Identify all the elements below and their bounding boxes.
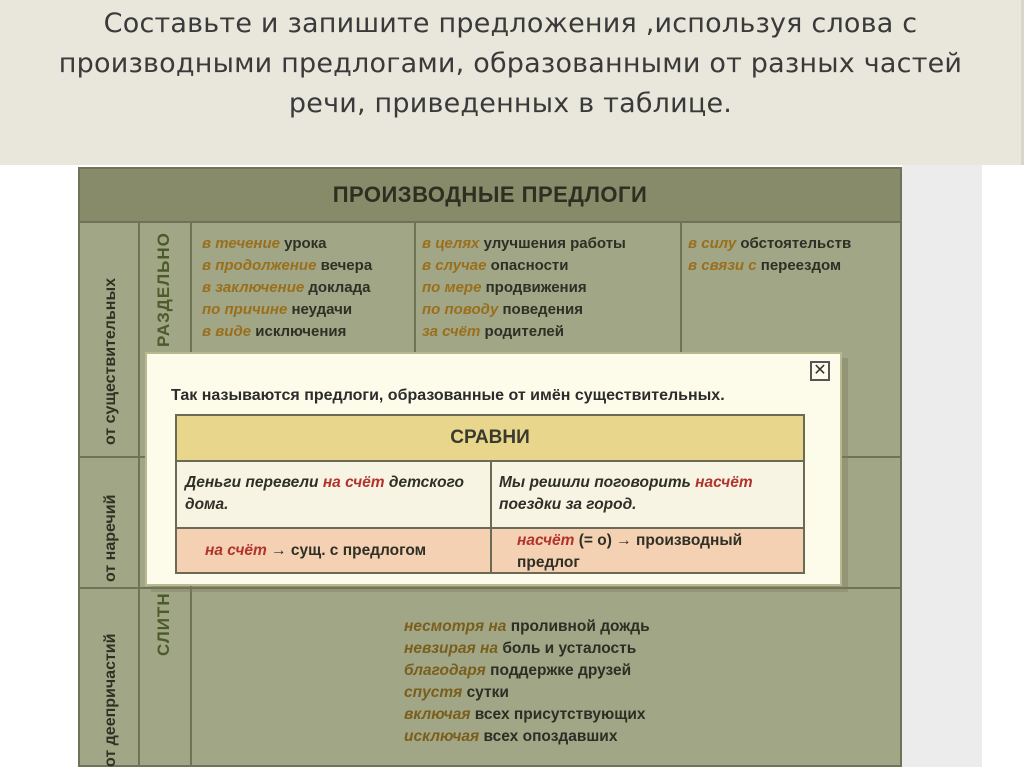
compare-title: СРАВНИ <box>177 416 803 462</box>
compare-table <box>175 414 805 574</box>
nouns-column-1 <box>202 233 372 343</box>
table-title: ПРОИЗВОДНЫЕ ПРЕДЛОГИ <box>80 169 900 221</box>
example-line: в силу обстоятельств <box>688 235 852 252</box>
example-line: в связи с переездом <box>688 257 842 274</box>
writing-separate-label: РАЗДЕЛЬНО <box>154 232 173 347</box>
right-margin <box>902 165 982 767</box>
example-line: в целях улучшения работы <box>422 235 626 252</box>
example-line: по мере продвижения <box>422 279 587 296</box>
compare-note-2: насчёт (= о) → производный предлог <box>517 532 743 571</box>
example-line: несмотря на проливной дождь <box>404 618 650 635</box>
slide-title: Составьте и запишите предложения ,используя слова с производными предлогами, образованными от разных частей речи, приведенных в таблице. <box>58 8 963 119</box>
divider-row-labels <box>138 221 140 767</box>
example-line: включая всех присутствующих <box>404 706 646 723</box>
example-line: благодаря поддержке друзей <box>404 662 632 679</box>
row-label-adverbs: от наречий <box>102 494 119 582</box>
divider-col3 <box>680 221 682 354</box>
example-line: в продолжение вечера <box>202 257 373 274</box>
compare-example-1: Деньги перевели на счёт детского дома. <box>185 474 464 513</box>
gerunds-list <box>404 616 650 748</box>
compare-divider <box>490 462 492 572</box>
close-icon[interactable]: ✕ <box>810 361 830 381</box>
row-label-gerunds: от деепричастий <box>102 633 119 767</box>
divider-header <box>80 221 900 223</box>
divider-col2 <box>414 221 416 354</box>
popup-description: Так называются предлоги, образованные от имён существительных. <box>171 387 725 404</box>
slide-header <box>0 0 1024 165</box>
divider-adverbs-gerunds <box>80 587 900 589</box>
example-line: по причине неудачи <box>202 301 353 318</box>
example-line: исключая всех опоздавших <box>404 728 618 745</box>
row-label-nouns: от существительных <box>102 277 119 445</box>
example-line: в заключение доклада <box>202 279 371 296</box>
example-line: спустя сутки <box>404 684 509 701</box>
example-line: в виде исключения <box>202 323 347 340</box>
compare-note-1: на счёт → сущ. с предлогом <box>205 542 427 559</box>
example-line: по поводу поведения <box>422 301 583 318</box>
nouns-column-3 <box>688 233 851 277</box>
example-line: невзирая на боль и усталость <box>404 640 637 657</box>
definition-popup <box>145 352 842 586</box>
writing-joined-label: СЛИТН <box>154 592 173 656</box>
example-line: в случае опасности <box>422 257 569 274</box>
example-line: в течение урока <box>202 235 327 252</box>
compare-example-2: Мы решили поговорить насчёт поездки за город. <box>499 474 753 513</box>
nouns-column-2 <box>422 233 626 343</box>
example-line: за счёт родителей <box>422 323 564 340</box>
